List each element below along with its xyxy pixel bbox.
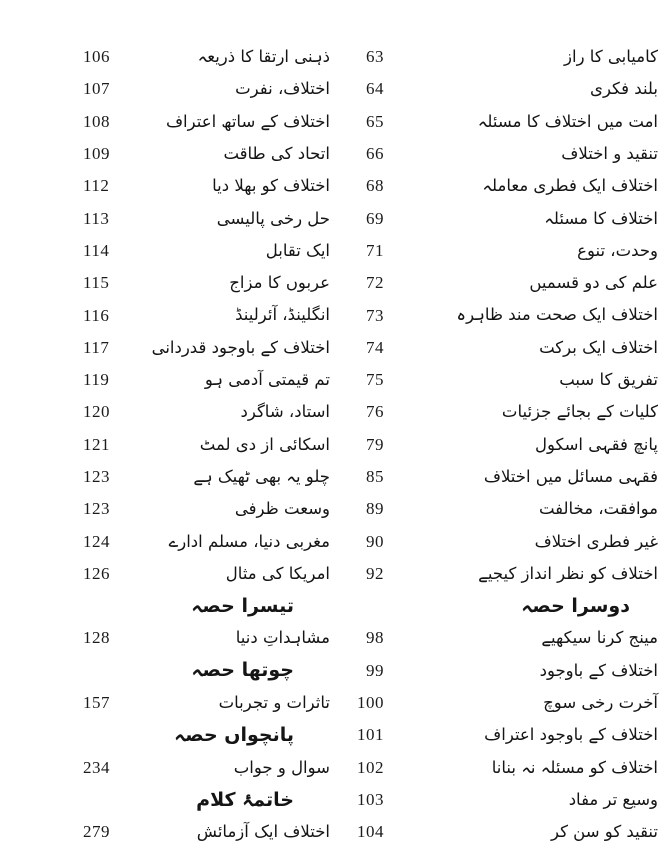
chapter-title: امت میں اختلاف کا مسئلہ <box>477 111 658 131</box>
chapter-title: مینج کرنا سیکھیے <box>541 628 658 648</box>
page-number: 68 <box>366 176 384 196</box>
page-number: 120 <box>83 402 110 422</box>
toc-entry-row <box>340 816 658 848</box>
chapter-title: اختلاف کے ساتھ اعتراف <box>165 111 330 131</box>
chapter-title: تفریق کا سبب <box>559 370 658 390</box>
toc-entry-row <box>62 461 330 493</box>
chapter-title: فقہی مسائل میں اختلاف <box>483 466 658 486</box>
page-number: 107 <box>83 79 110 99</box>
toc-entry-row <box>62 558 330 590</box>
chapter-title: وسعت ظرفی <box>234 499 330 519</box>
chapter-title: اختلاف ایک برکت <box>539 337 658 357</box>
chapter-title: وسیع تر مفاد <box>568 789 658 809</box>
toc-section-heading-row <box>62 719 330 751</box>
page-number: 108 <box>83 111 110 131</box>
toc-entry-row <box>62 752 330 784</box>
toc-entry-row <box>340 299 658 331</box>
chapter-title: کلیات کے بجائے جزئیات <box>501 402 658 422</box>
toc-entry-row <box>62 267 330 299</box>
toc-entry-row <box>62 525 330 557</box>
toc-entry-row <box>62 106 330 138</box>
toc-entry-row <box>340 73 658 105</box>
toc-entry-row <box>62 687 330 719</box>
page-number: 92 <box>366 563 384 583</box>
chapter-title: امریکا کی مثال <box>225 563 330 583</box>
page-number: 63 <box>366 47 384 67</box>
section-heading: چوتھا حصہ <box>191 659 294 682</box>
page-number: 85 <box>366 467 384 486</box>
page-number: 124 <box>83 531 110 551</box>
chapter-title: بلند فکری <box>590 79 658 99</box>
page-number: 89 <box>366 499 384 519</box>
page-number: 101 <box>357 725 384 745</box>
page-number: 104 <box>357 822 384 842</box>
chapter-title: اختلاف ایک آزمائش <box>196 822 330 842</box>
page-number: 65 <box>366 111 384 131</box>
toc-entry-row <box>340 235 658 267</box>
toc-entry-row <box>62 816 330 848</box>
toc-entry-row <box>340 461 658 493</box>
page-number: 74 <box>366 337 384 357</box>
chapter-title: آخرت رخی سوچ <box>543 693 658 713</box>
toc-entry-row <box>340 138 658 170</box>
chapter-title: استاد، شاگرد <box>240 402 330 422</box>
toc-section-heading-row <box>340 590 658 622</box>
page-number: 115 <box>83 273 110 293</box>
toc-entry-row <box>62 429 330 461</box>
chapter-title: تم قیمتی آدمی ہو <box>204 370 330 390</box>
toc-section-heading-row <box>62 590 330 622</box>
toc-entry-row <box>62 73 330 105</box>
toc-entry-row <box>62 138 330 170</box>
chapter-title: انگلینڈ، آئرلینڈ <box>235 305 330 325</box>
page-number: 121 <box>83 434 110 454</box>
chapter-title: اختلاف، نفرت <box>235 79 330 99</box>
page-number: 71 <box>366 240 384 260</box>
chapter-title: اختلاف کے باوجود <box>539 660 658 680</box>
section-heading: پانچواں حصہ <box>174 723 294 746</box>
toc-entry-row <box>62 202 330 234</box>
chapter-title: مشاہداتِ دنیا <box>235 628 330 648</box>
page-number: 234 <box>83 757 110 777</box>
page-number: 75 <box>366 370 384 390</box>
chapter-title: اختلاف کا مسئلہ <box>544 208 658 228</box>
toc-entry-row <box>340 364 658 396</box>
chapter-title: ذہنی ارتقا کا ذریعہ <box>197 47 330 67</box>
toc-entry-row <box>340 41 658 73</box>
section-heading: تیسرا حصہ <box>191 594 294 617</box>
chapter-title: ایک تقابل <box>265 240 330 260</box>
toc-entry-row <box>62 396 330 428</box>
chapter-title: اختلاف کے باوجود اعتراف <box>484 725 658 745</box>
chapter-title: چلو یہ بھی ٹھیک ہے <box>193 466 330 486</box>
toc-entry-row <box>340 655 658 687</box>
toc-entry-row <box>62 235 330 267</box>
chapter-title: تنقید و اختلاف <box>561 143 658 163</box>
chapter-title: اتحاد کی طاقت <box>223 143 330 163</box>
page-number: 117 <box>83 337 110 357</box>
chapter-title: غیر فطری اختلاف <box>534 531 658 551</box>
page-number: 66 <box>366 144 384 164</box>
page-number: 279 <box>83 822 110 842</box>
toc-section-heading-row <box>62 784 330 816</box>
page-number: 69 <box>366 208 384 228</box>
page-number: 100 <box>357 693 384 713</box>
chapter-title: تنقید کو سن کر <box>550 822 658 842</box>
page-number: 123 <box>83 499 110 519</box>
chapter-title: اختلاف کے باوجود قدردانی <box>151 337 330 357</box>
page-number: 112 <box>83 176 110 196</box>
page-number: 109 <box>83 144 110 164</box>
toc-entry-row <box>340 719 658 751</box>
page-number: 114 <box>83 240 110 260</box>
page-number: 98 <box>366 628 384 648</box>
chapter-title: اختلاف کو مسئلہ نہ بنانا <box>491 757 658 777</box>
toc-entry-row <box>340 784 658 816</box>
page-number: 72 <box>366 273 384 293</box>
page-number: 116 <box>83 305 110 325</box>
toc-entry-row <box>340 106 658 138</box>
chapter-title: کامیابی کا راز <box>564 47 658 67</box>
chapter-title: موافقت، مخالفت <box>538 499 658 519</box>
chapter-title: پانچ فقہی اسکول <box>534 434 658 454</box>
page-number: 106 <box>83 47 110 67</box>
chapter-title: عربوں کا مزاج <box>229 273 330 293</box>
page-number: 123 <box>83 467 110 486</box>
toc-column-right <box>340 41 658 848</box>
page-number: 128 <box>83 628 110 648</box>
chapter-title: اسکائی از دی لمٹ <box>199 434 330 454</box>
toc-entry-row <box>340 267 658 299</box>
toc-entry-row <box>62 299 330 331</box>
toc-entry-row <box>340 525 658 557</box>
chapter-title: علم کی دو قسمیں <box>529 273 658 293</box>
page-number: 73 <box>366 305 384 325</box>
page-number: 90 <box>366 531 384 551</box>
toc-entry-row <box>340 493 658 525</box>
toc-entry-row <box>340 429 658 461</box>
toc-entry-row <box>340 202 658 234</box>
toc-entry-row <box>62 332 330 364</box>
toc-entry-row <box>62 364 330 396</box>
page-number: 76 <box>366 402 384 422</box>
page-number: 99 <box>366 660 384 680</box>
chapter-title: وحدت، تنوع <box>577 240 658 260</box>
page-number: 79 <box>366 434 384 454</box>
toc-entry-row <box>340 687 658 719</box>
toc-column-left <box>62 41 330 848</box>
toc-entry-row <box>62 622 330 654</box>
chapter-title: اختلاف ایک فطری معاملہ <box>482 176 658 196</box>
toc-entry-row <box>62 170 330 202</box>
toc-entry-row <box>340 170 658 202</box>
page-number: 64 <box>366 79 384 99</box>
chapter-title: حل رخی پالیسی <box>216 208 330 228</box>
page-number: 102 <box>357 757 384 777</box>
page-number: 113 <box>83 208 110 228</box>
chapter-title: اختلاف کو نظر انداز کیجیے <box>478 563 658 583</box>
chapter-title: سوال و جواب <box>233 757 330 777</box>
page-number: 157 <box>83 693 110 713</box>
page-number: 119 <box>83 370 110 390</box>
chapter-title: اختلاف کو بھلا دیا <box>212 176 330 196</box>
toc-entry-row <box>340 396 658 428</box>
page-number: 103 <box>357 789 384 809</box>
chapter-title: تاثرات و تجربات <box>218 693 330 713</box>
toc-entry-row <box>340 622 658 654</box>
page-number: 126 <box>83 563 110 583</box>
toc-entry-row <box>62 493 330 525</box>
toc-entry-row <box>340 752 658 784</box>
toc-entry-row <box>340 558 658 590</box>
section-heading: دوسرا حصہ <box>521 594 630 617</box>
toc-entry-row <box>340 332 658 364</box>
section-heading: خاتمۂ کلام <box>196 788 294 811</box>
chapter-title: مغربی دنیا، مسلم ادارے <box>168 531 330 551</box>
toc-section-heading-row <box>62 655 330 687</box>
chapter-title: اختلاف ایک صحت مند ظاہرہ <box>456 305 658 325</box>
toc-entry-row <box>62 41 330 73</box>
